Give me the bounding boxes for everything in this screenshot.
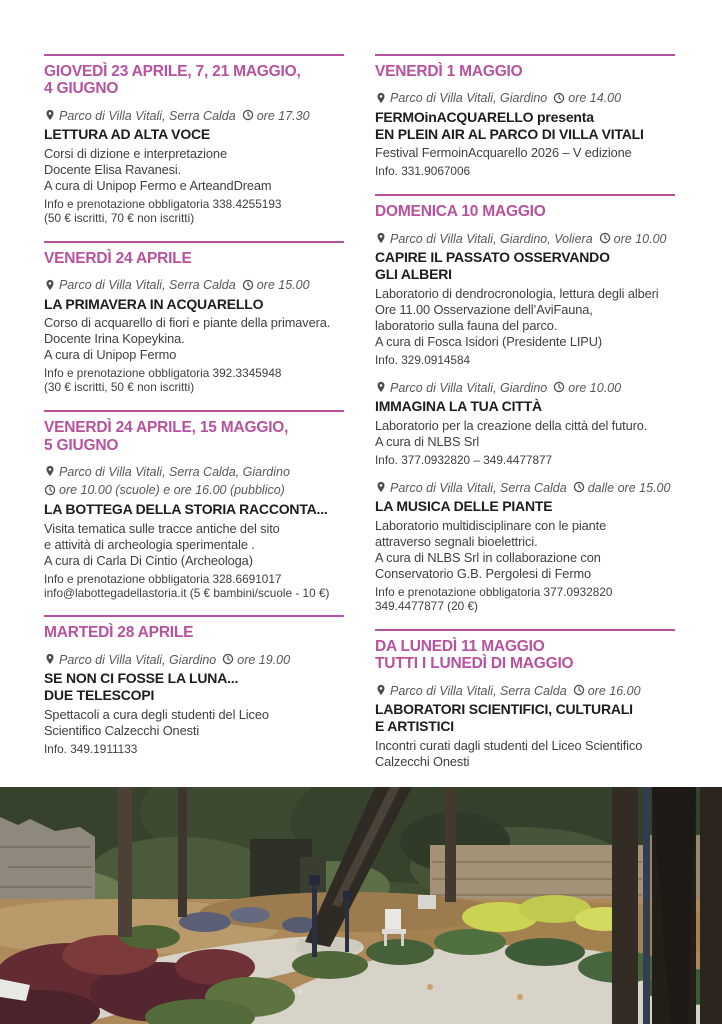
event bbox=[375, 480, 685, 614]
event-description-line: attraverso segnali bioelettrici. bbox=[375, 534, 538, 550]
event-meta-line bbox=[44, 108, 354, 125]
meta-text: ore 15.00 bbox=[256, 278, 310, 293]
event-description-line: Laboratorio per la creazione della città del futuro. bbox=[375, 417, 648, 433]
event-title bbox=[44, 501, 354, 518]
location-pin-icon bbox=[375, 91, 390, 105]
event-description-line: A cura di Fosca Isidori (Presidente LIPU) bbox=[375, 333, 603, 349]
event-info-line: Info. 377.0932820 – 349.4477877 bbox=[375, 452, 553, 467]
event bbox=[375, 231, 685, 368]
event-description-line: A cura di NLBS Srl in collaborazione con bbox=[375, 550, 601, 566]
location-pin-icon bbox=[375, 232, 390, 246]
meta-segment bbox=[599, 232, 667, 246]
event-day-section bbox=[375, 629, 685, 770]
section-date-heading bbox=[44, 419, 354, 454]
right-column bbox=[375, 54, 685, 785]
event-title-line: LA PRIMAVERA IN ACQUARELLO bbox=[44, 295, 264, 312]
event-description-line: Calzecchi Onesti bbox=[375, 753, 470, 769]
location-pin-icon bbox=[44, 465, 59, 479]
event-day-section bbox=[44, 54, 354, 226]
location-pin-icon bbox=[375, 381, 390, 395]
meta-text: Parco di Villa Vitali, Serra Calda bbox=[390, 480, 567, 495]
meta-text: ore 10.00 (scuole) e ore 16.00 (pubblico) bbox=[59, 483, 285, 498]
event-description bbox=[44, 521, 354, 569]
event-info-line: 349.4477877 (20 €) bbox=[375, 598, 478, 613]
meta-text: Parco di Villa Vitali, Giardino bbox=[59, 652, 217, 667]
event-day-section bbox=[44, 615, 354, 756]
event-description bbox=[44, 315, 354, 363]
meta-segment bbox=[44, 465, 290, 479]
section-divider bbox=[44, 410, 344, 412]
event-meta-line bbox=[375, 90, 685, 107]
clock-icon bbox=[242, 278, 257, 292]
event-description-line: Incontri curati dagli studenti del Liceo Scientifico bbox=[375, 737, 643, 753]
event bbox=[44, 108, 354, 226]
event-description-line: A cura di NLBS Srl bbox=[375, 433, 480, 449]
event-title-line: LABORATORI SCIENTIFICI, CULTURALI bbox=[375, 701, 633, 718]
event-description bbox=[375, 518, 685, 582]
section-date-heading bbox=[44, 624, 354, 641]
section-divider bbox=[44, 54, 344, 56]
event-title-line: FERMOinACQUARELLO presenta bbox=[375, 108, 594, 125]
event-description bbox=[375, 418, 685, 450]
event-info-line: Info e prenotazione obbligatoria 328.6691017 bbox=[44, 571, 282, 586]
location-pin-icon bbox=[44, 653, 59, 667]
meta-text: Parco di Villa Vitali, Serra Calda bbox=[59, 108, 236, 123]
event-description-line: Scientifico Calzecchi Onesti bbox=[44, 722, 200, 738]
event-description-line: Laboratorio multidisciplinare con le piante bbox=[375, 518, 607, 534]
section-divider bbox=[375, 194, 675, 196]
event-description bbox=[375, 738, 685, 770]
event-title bbox=[375, 398, 685, 415]
date-heading-line: GIOVEDÌ 23 APRILE, 7, 21 MAGGIO, bbox=[44, 63, 301, 80]
meta-segment bbox=[375, 481, 567, 495]
event-info bbox=[44, 573, 354, 601]
event-info bbox=[375, 586, 685, 614]
date-heading-line: TUTTI I LUNEDÌ DI MAGGIO bbox=[375, 655, 574, 673]
event-title bbox=[44, 126, 354, 143]
clock-icon bbox=[573, 481, 588, 495]
event-info bbox=[375, 454, 685, 468]
event-day-section bbox=[375, 194, 685, 614]
date-heading-line: 4 GIUGNO bbox=[44, 80, 119, 98]
meta-text: ore 14.00 bbox=[568, 91, 622, 106]
date-heading-line: VENERDÌ 24 APRILE bbox=[44, 249, 192, 267]
section-date-heading bbox=[375, 63, 685, 80]
event-title-line: CAPIRE IL PASSATO OSSERVANDO bbox=[375, 249, 610, 266]
clock-icon bbox=[222, 653, 237, 667]
meta-segment bbox=[375, 381, 547, 395]
location-pin-icon bbox=[44, 109, 59, 123]
event-description-line: A cura di Unipop Fermo e ArteandDream bbox=[44, 177, 272, 193]
event-description-line: Docente Elisa Ravanesi. bbox=[44, 162, 182, 177]
event-description-line: laboratorio sulla fauna del parco. bbox=[375, 317, 558, 333]
event bbox=[375, 90, 685, 179]
event-meta-line bbox=[44, 277, 354, 294]
event-info-line: Info. 331.9067006 bbox=[375, 164, 471, 179]
event-description-line: Corso di acquarello di fiori e piante della primavera. bbox=[44, 315, 331, 331]
meta-text: Parco di Villa Vitali, Serra Calda, Giardino bbox=[59, 464, 290, 479]
meta-text: Parco di Villa Vitali, Serra Calda bbox=[59, 278, 236, 293]
section-divider bbox=[375, 54, 675, 56]
event-info-line: Info e prenotazione obbligatoria 338.4255193 bbox=[44, 196, 282, 211]
left-column bbox=[44, 54, 354, 785]
program-columns bbox=[44, 54, 685, 785]
event-day-section bbox=[375, 54, 685, 179]
event-title-line: IMMAGINA LA TUA CITTÀ bbox=[375, 398, 542, 415]
location-pin-icon bbox=[44, 278, 59, 292]
event-title-line: LETTURA AD ALTA VOCE bbox=[44, 126, 211, 143]
meta-text: Parco di Villa Vitali, Giardino bbox=[390, 380, 548, 395]
event-meta-line bbox=[44, 482, 354, 499]
location-pin-icon bbox=[375, 481, 390, 495]
event-description-line: Spettacoli a cura degli studenti del Liceo bbox=[44, 706, 269, 722]
meta-text: ore 19.00 bbox=[237, 652, 291, 667]
event-description bbox=[44, 146, 354, 194]
location-pin-icon bbox=[375, 684, 390, 698]
event-title bbox=[375, 498, 685, 515]
event-info-line: Info. 349.1911133 bbox=[44, 741, 138, 756]
meta-text: Parco di Villa Vitali, Giardino bbox=[390, 91, 548, 106]
section-divider bbox=[375, 629, 675, 631]
meta-text: ore 10.00 bbox=[568, 380, 622, 395]
clock-icon bbox=[553, 381, 568, 395]
section-divider bbox=[44, 241, 344, 243]
event-title bbox=[375, 109, 685, 143]
event-description bbox=[44, 707, 354, 739]
event-info-line: (50 € iscritti, 70 € non iscritti) bbox=[44, 210, 195, 225]
event-info bbox=[375, 165, 685, 179]
section-date-heading bbox=[44, 250, 354, 267]
event-title-line: DUE TELESCOPI bbox=[44, 687, 155, 704]
event bbox=[375, 683, 685, 770]
section-date-heading bbox=[44, 63, 354, 98]
meta-segment bbox=[44, 278, 236, 292]
meta-segment bbox=[44, 109, 236, 123]
event-title-line: SE NON CI FOSSE LA LUNA... bbox=[44, 670, 239, 687]
event-meta-line bbox=[44, 464, 354, 481]
meta-segment bbox=[375, 91, 547, 105]
date-heading-line: DOMENICA 10 MAGGIO bbox=[375, 203, 546, 221]
meta-segment bbox=[553, 91, 621, 105]
meta-segment bbox=[242, 278, 310, 292]
event bbox=[44, 464, 354, 601]
event-description-line: Conservatorio G.B. Pergolesi di Fermo bbox=[375, 566, 592, 582]
meta-segment bbox=[44, 483, 285, 497]
event-info bbox=[44, 367, 354, 395]
event-description-line: A cura di Carla Di Cintio (Archeologa) bbox=[44, 552, 253, 568]
event-meta-line bbox=[375, 380, 685, 397]
meta-text: dalle ore 15.00 bbox=[587, 480, 671, 495]
clock-icon bbox=[599, 232, 614, 246]
meta-text: ore 10.00 bbox=[613, 231, 667, 246]
event-description-line: Corsi di dizione e interpretazione bbox=[44, 146, 227, 162]
date-heading-line: 5 GIUGNO bbox=[44, 436, 119, 454]
event-info bbox=[375, 354, 685, 368]
event-info-line: (30 € iscritti, 50 € non iscritti) bbox=[44, 380, 195, 395]
meta-text: Parco di Villa Vitali, Serra Calda bbox=[390, 683, 567, 698]
meta-segment bbox=[375, 232, 593, 246]
event-title-line: E ARTISTICI bbox=[375, 717, 454, 734]
event-title-line: LA BOTTEGA DELLA STORIA RACCONTA... bbox=[44, 500, 328, 517]
clock-icon bbox=[44, 483, 59, 497]
event-title bbox=[44, 296, 354, 313]
meta-segment bbox=[573, 481, 671, 495]
meta-text: Parco di Villa Vitali, Giardino, Voliera bbox=[390, 231, 593, 246]
section-divider bbox=[44, 615, 344, 617]
event-description-line: Festival FermoinAcquarello 2026 – V edizione bbox=[375, 145, 632, 161]
event-title bbox=[44, 670, 354, 704]
meta-segment bbox=[553, 381, 621, 395]
event-title bbox=[375, 701, 685, 735]
event-title-line: LA MUSICA DELLE PIANTE bbox=[375, 498, 553, 515]
meta-segment bbox=[222, 653, 290, 667]
event-title-line: GLI ALBERI bbox=[375, 266, 452, 282]
clock-icon bbox=[573, 684, 588, 698]
event-description-line: Ore 11.00 Osservazione dell’AviFauna, bbox=[375, 301, 593, 317]
event-description-line: Visita tematica sulle tracce antiche del sito bbox=[44, 520, 280, 536]
meta-segment bbox=[375, 684, 567, 698]
event-meta-line bbox=[375, 480, 685, 497]
event-info-line: info@labottegadellastoria.it (5 € bambini/scuole - 10 €) bbox=[44, 585, 330, 600]
meta-segment bbox=[573, 684, 641, 698]
event-info-line: Info e prenotazione obbligatoria 377.0932820 bbox=[375, 585, 613, 600]
event-description-line: Docente Irina Kopeykina. bbox=[44, 331, 185, 347]
event bbox=[375, 380, 685, 468]
meta-text: ore 16.00 bbox=[587, 683, 641, 698]
event-description bbox=[375, 286, 685, 350]
event-meta-line bbox=[375, 683, 685, 700]
date-heading-line: DA LUNEDÌ 11 MAGGIO bbox=[375, 637, 545, 655]
event-meta-line bbox=[375, 231, 685, 248]
meta-text: ore 17.30 bbox=[256, 108, 310, 123]
meta-segment bbox=[44, 653, 216, 667]
event-info-line: Info. 329.0914584 bbox=[375, 352, 471, 367]
date-heading-line: MARTEDÌ 28 APRILE bbox=[44, 624, 194, 642]
date-heading-line: VENERDÌ 1 MAGGIO bbox=[375, 63, 523, 80]
event-description-line: A cura di Unipop Fermo bbox=[44, 347, 177, 363]
date-heading-line: VENERDÌ 24 APRILE, 15 MAGGIO, bbox=[44, 419, 289, 437]
event-day-section bbox=[44, 241, 354, 395]
event-info bbox=[44, 198, 354, 226]
clock-icon bbox=[553, 91, 568, 105]
event-description-line: Laboratorio di dendrocronologia, lettura degli alberi bbox=[375, 285, 659, 301]
event-info-line: Info e prenotazione obbligatoria 392.3345948 bbox=[44, 366, 282, 381]
event bbox=[44, 652, 354, 757]
event-meta-line bbox=[44, 652, 354, 669]
event-description-line: e attività di archeologia sperimentale . bbox=[44, 536, 255, 552]
event bbox=[44, 277, 354, 395]
event-title bbox=[375, 249, 685, 283]
garden-photo bbox=[0, 787, 722, 1024]
event-day-section bbox=[44, 410, 354, 600]
clock-icon bbox=[242, 109, 257, 123]
section-date-heading bbox=[375, 203, 685, 220]
meta-segment bbox=[242, 109, 310, 123]
event-title-line: EN PLEIN AIR AL PARCO DI VILLA VITALI bbox=[375, 125, 644, 142]
event-description bbox=[375, 145, 685, 161]
event-info bbox=[44, 743, 354, 757]
section-date-heading bbox=[375, 638, 685, 673]
